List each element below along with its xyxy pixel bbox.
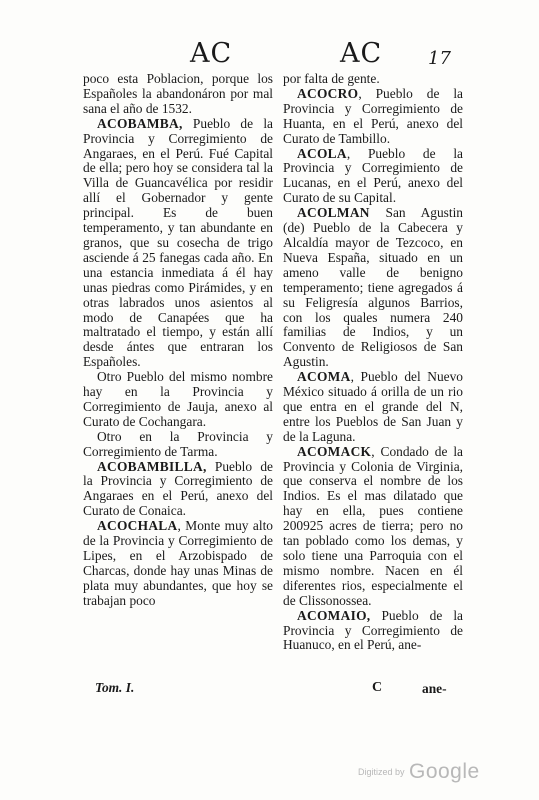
right-column bbox=[283, 72, 463, 653]
digitized-by-text: Digitized by bbox=[358, 767, 405, 777]
entry-acoma: ACOMA, Pueblo del Nuevo México situado á orilla de un rio que entra en el grande del N, entre los Pueblos de San Juan y de la Laguna. bbox=[283, 369, 463, 444]
entry-acochala: ACOCHALA, Monte muy alto de la Provincia y Corregimiento de Lipes, en el Arzobispado de Charcas, donde hay unas Minas de plata muy abundantes, que hoy se trabajan poco bbox=[83, 518, 273, 608]
digitized-watermark bbox=[358, 760, 480, 784]
headword: ACOMACK bbox=[297, 443, 372, 459]
entry-acomack: ACOMACK, Condado de la Provincia y Colonia de Virginia, que conserva el nombre de los Indios. Es el mas dilatado que hay en ella, pues contiene 200925 acres de tierra; pero no tan poblado como los demas, y solo tiene una Parroquia con el mismo nombre. Nacen en él diferentes rios, especialmente el de Clissonossea. bbox=[283, 443, 463, 608]
headword: ACOCRO bbox=[297, 85, 359, 101]
headword: ACOMA bbox=[297, 369, 351, 385]
catchword: ane- bbox=[422, 681, 447, 696]
entry-acobamba-jauja: Otro Pueblo del mismo nombre hay en la Provincia y Corregimiento de Jauja, anexo al Curato de Cochangara. bbox=[83, 369, 273, 429]
entry-acola: ACOLA, Pueblo de la Provincia y Corregimiento de Lucanas, en el Perú, anexo del Curato de su Capital. bbox=[283, 145, 463, 206]
running-head-left: AC bbox=[190, 38, 233, 69]
entry-acobamba-tarma: Otro en la Provincia y Corregimiento de Tarma. bbox=[83, 428, 273, 459]
entry-acocro: ACOCRO, Pueblo de la Provincia y Corregimiento de Huanta, en el Perú, anexo del Curato de Tambillo. bbox=[283, 85, 463, 146]
signature-mark: C bbox=[372, 680, 383, 695]
page-number: 17 bbox=[428, 48, 451, 69]
headword: ACOBAMBILLA, bbox=[97, 458, 207, 474]
headword: ACOMAIO, bbox=[297, 607, 371, 623]
headword: ACOBAMBA, bbox=[97, 115, 183, 131]
headword: ACOLA bbox=[297, 145, 347, 161]
entry-acobambilla: ACOBAMBILLA, Pueblo de la Provincia y Corregimiento de Angaraes en el Perú, anexo del Curato de Conaica. bbox=[83, 458, 273, 519]
google-logo: Google bbox=[408, 760, 480, 783]
running-head-right: AC bbox=[340, 38, 383, 69]
entry-continuation: poco esta Poblacion, porque los Españoles la abandonáron por mal sana el año de 1532. bbox=[83, 71, 273, 116]
left-column bbox=[83, 72, 273, 609]
entry-acomaio: ACOMAIO, Pueblo de la Provincia y Corregimiento de Huanuco, en el Perú, ane- bbox=[283, 607, 463, 653]
volume-mark: Tom. I. bbox=[95, 680, 135, 695]
entry-acobamba: ACOBAMBA, Pueblo de la Provincia y Corregimiento de Angaraes, en el Perú. Fué Capital de ella; pero hoy se considera tal la Villa de Guancavélica por residir allí el Gobernador y gente principal. Es de buen temperamento, y tan abundante en granos, que su cosecha de trigo asciende á 25 fanegas cada año. En una estancia inmediata á él hay unas piedras como Pirámides, y en otras labrados unos asientos al modo de Canapées que ha maltratado el tiempo, y están allí desde ántes que entraran los Españoles. bbox=[83, 115, 273, 370]
entry-acolman: ACOLMAN San Agustin (de) Pueblo de la Cabecera y Alcaldía mayor de Tezcoco, en Nueva España, situado en un ameno valle de benigno temperamento; tiene agregados á su Feligresía algunos Barrios, con los quales numera 240 familias de Indios, y un Convento de Religiosos de San Agustin. bbox=[283, 205, 463, 370]
entry-continuation: por falta de gente. bbox=[283, 71, 380, 86]
headword: ACOCHALA bbox=[97, 518, 178, 534]
headword: ACOLMAN bbox=[297, 205, 370, 221]
